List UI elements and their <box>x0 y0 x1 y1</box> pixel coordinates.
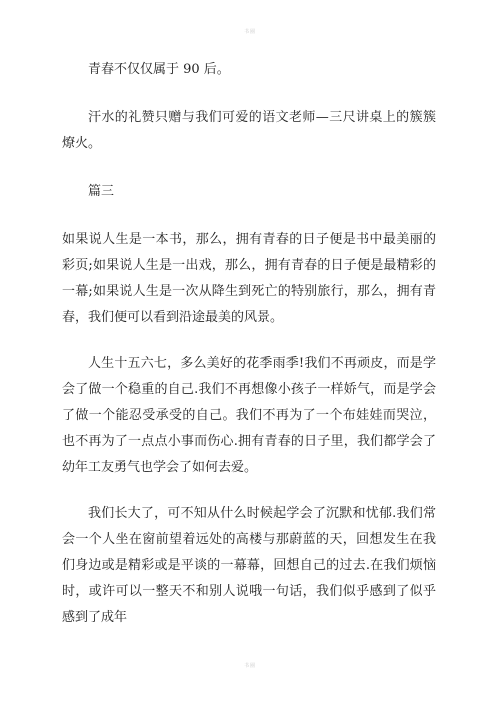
paragraph-growing-up: 我们长大了，可不知从什么时候起学会了沉默和忧郁.我们常会一个人坐在窗前望着远处的高楼与那蔚蓝的天，回想发生在我们身边或是精彩或是平谈的一幕幕，回想自己的过去.在我们烦恼时，或许可以一整天不和别人说哦一句话，我们似乎感到了似乎感到了成年 <box>62 506 436 625</box>
paragraph-youth-not-only-90s: 青春不仅仅属于 90 后。 <box>88 62 230 77</box>
section-title: 篇三 <box>88 184 115 199</box>
paragraph-teacher-tribute: 汗水的礼赞只赠与我们可爱的语文老师—三尺讲桌上的簇簇燎火。 <box>62 110 436 151</box>
page-header-watermark: 书圈 <box>243 29 256 35</box>
page-footer-watermark: 书圈 <box>243 663 256 669</box>
paragraph-life-is-a-book: 如果说人生是一本书，那么，拥有青春的日子便是书中最美丽的彩页;如果说人生是一出戏，那么，拥有青春的日子便是最精彩的一幕;如果说人生是一次从降生到死亡的特别旅行，那么，拥有青春，我们便可以看到沿途最美的风景。 <box>62 232 436 325</box>
document-body <box>62 57 436 653</box>
paragraph-age-fifteen-seventeen: 人生十五六七，多么美好的花季雨季!我们不再顽皮，而是学会了做一个稳重的自己.我们不再想像小孩子一样娇气，而是学会了做一个能忍受承受的自己。我们不再为了一个布娃娃而哭泣，也不再为了一点点小事而伤心.拥有青春的日子里，我们都学会了幼年工友勇气也学会了如何去爱。 <box>62 356 436 475</box>
